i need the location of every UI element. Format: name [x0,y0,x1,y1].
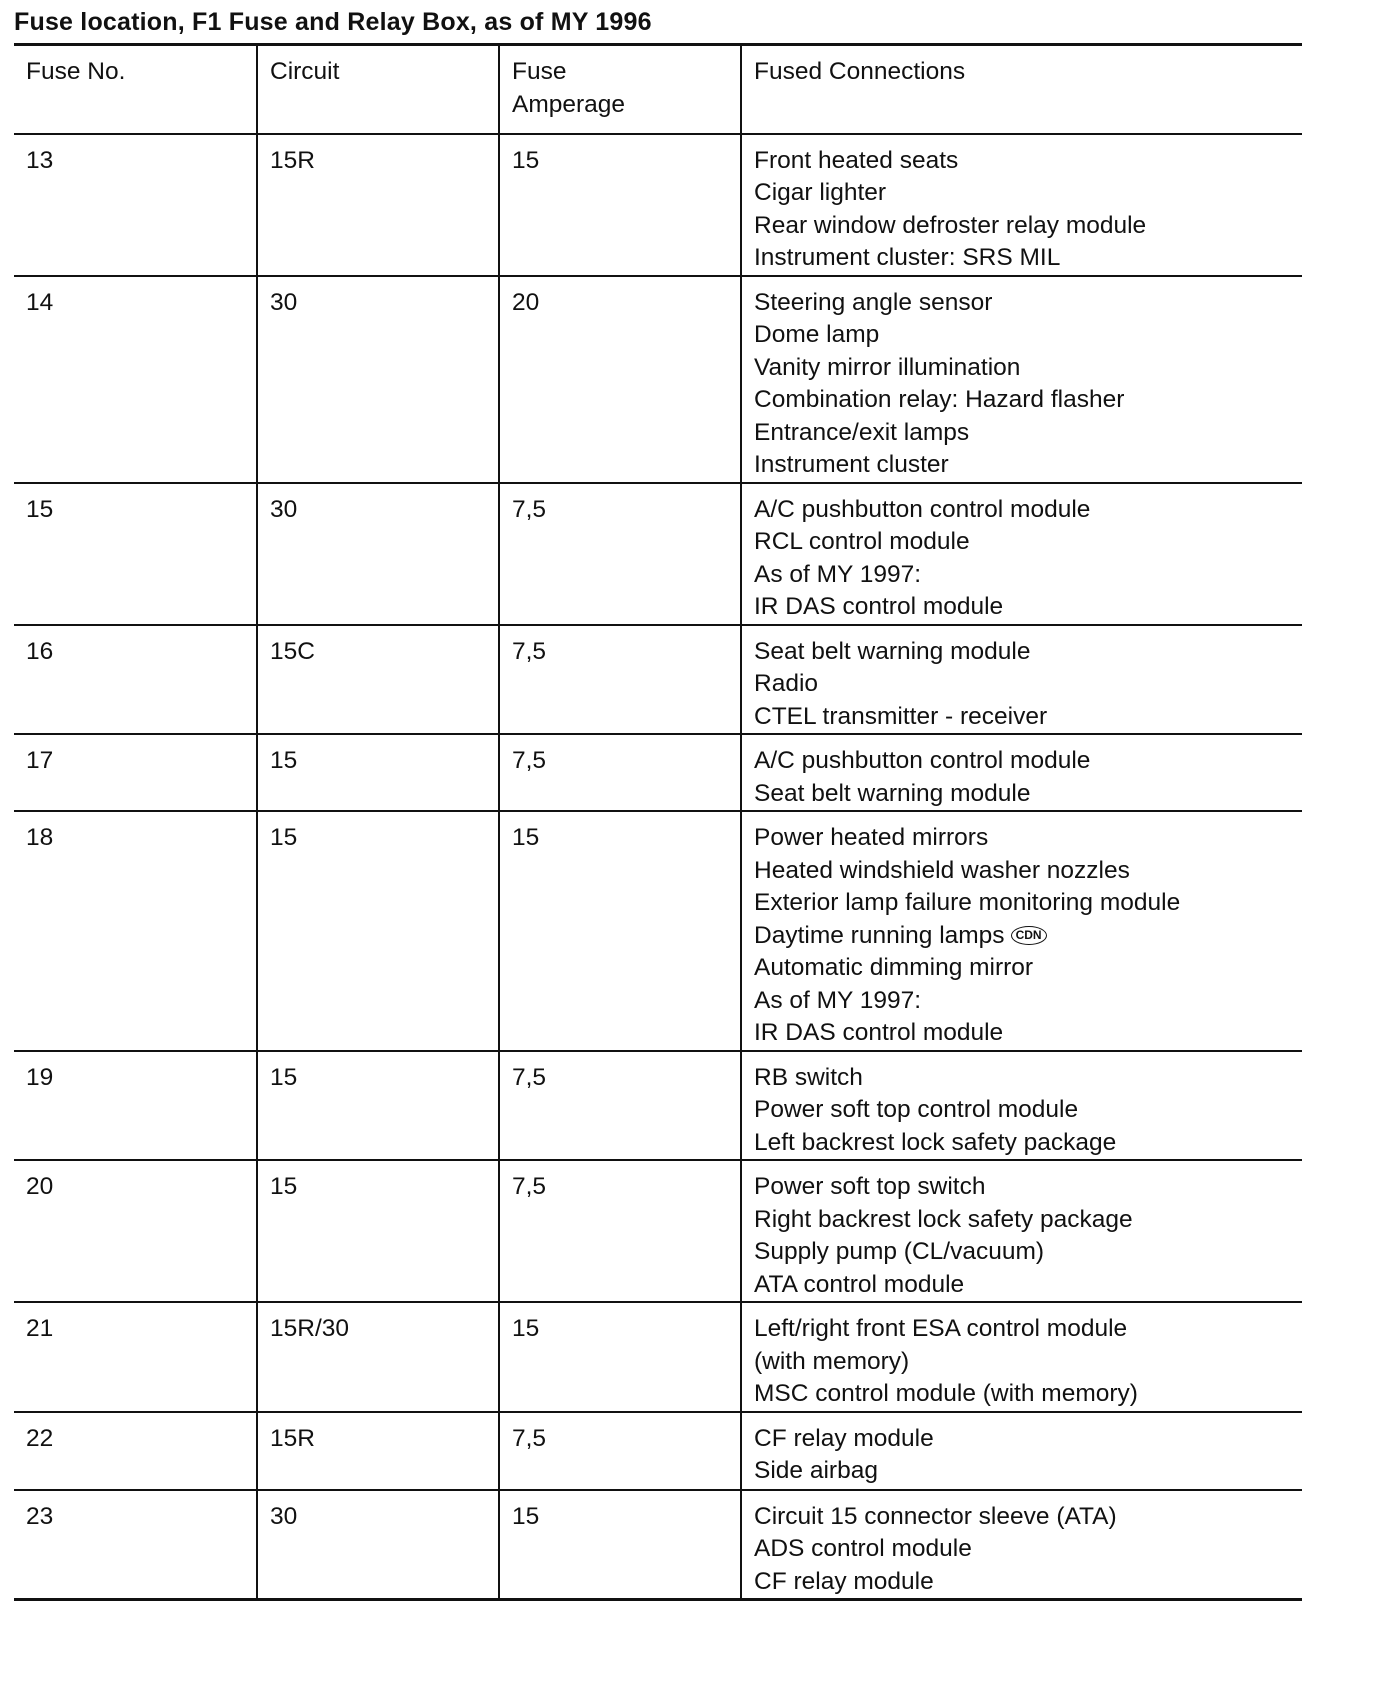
connection-text: Power soft top switch [754,1173,986,1200]
table-row [14,734,1302,811]
connections-cell [741,276,1302,483]
connections-cell [741,1412,1302,1490]
connection-item [754,1269,1302,1302]
fuse-number-cell: 23 [26,1502,54,1530]
connection-item [754,352,1302,385]
connection-text: Cigar lighter [754,179,887,206]
amperage-cell: 7,5 [499,1412,741,1490]
connection-text: IR DAS control module [754,593,1004,620]
connection-text: IR DAS control module [754,1019,1004,1046]
circuit-cell: 15C [257,625,499,735]
connection-text: Left/right front ESA control module [754,1315,1128,1342]
connections-cell [741,483,1302,625]
connections-cell [741,1490,1302,1600]
table-body [14,134,1302,1600]
connection-item [754,1346,1302,1379]
circuit-cell: 30 [257,483,499,625]
table-row [14,276,1302,483]
fuse-number-cell: 13 [26,146,54,174]
connection-item [754,449,1302,482]
connection-text: Rear window defroster relay module [754,211,1147,239]
connection-item [754,1455,1302,1488]
connection-item [754,242,1302,275]
connection-text: Dome lamp [754,321,880,348]
connection-item [754,494,1302,527]
connection-text: Supply pump (CL/vacuum) [754,1238,1045,1265]
connection-item [754,636,1302,669]
amperage-cell: 20 [499,276,741,483]
connection-item [754,319,1302,352]
connection-text: CF relay module [754,1567,934,1595]
connection-text: Automatic dimming mirror [754,954,1034,981]
connections-cell [741,734,1302,811]
circuit-cell: 30 [257,276,499,483]
connection-text: Side airbag [754,1457,878,1484]
connection-item [754,822,1302,855]
header-amperage-line: Amperage [512,90,626,118]
connection-item [754,1094,1302,1127]
connection-text: Seat belt warning module [754,779,1031,807]
page-title: Fuse location, F1 Fuse and Relay Box, as of MY 1996 [14,8,652,36]
header-connections: Fused Connections [741,45,1302,134]
amperage-cell: 7,5 [499,1051,741,1161]
connection-text: Instrument cluster: SRS MIL [754,244,1061,271]
header-amperage [499,45,741,134]
table-row [14,1302,1302,1412]
amperage-cell: 7,5 [499,483,741,625]
connection-item [754,591,1302,624]
connection-text: Circuit 15 connector sleeve (ATA) [754,1502,1117,1530]
amperage-cell: 7,5 [499,625,741,735]
fuse-number-cell: 19 [26,1063,54,1091]
table-row [14,811,1302,1051]
connection-text: Daytime running lamps [754,921,1005,949]
connections-cell [741,1160,1302,1302]
connection-item [754,287,1302,320]
connection-item [754,417,1302,450]
connection-text: A/C pushbutton control module [754,747,1091,774]
connection-text: Right backrest lock safety package [754,1205,1133,1233]
connection-text: (with memory) [754,1347,910,1375]
connections-cell [741,811,1302,1051]
connection-item [754,526,1302,559]
connection-item [754,778,1302,811]
connection-item [754,1236,1302,1269]
connection-item [754,1171,1302,1204]
connection-text: Power soft top control module [754,1096,1079,1123]
table-row [14,1160,1302,1302]
connection-text: Combination relay: Hazard flasher [754,386,1125,413]
header-row [14,45,1302,134]
connection-text: Instrument cluster [754,451,949,478]
amperage-cell: 7,5 [499,734,741,811]
fuse-number-cell: 22 [26,1424,54,1452]
connection-item [754,1423,1302,1456]
connection-text: Left backrest lock safety package [754,1128,1117,1156]
circuit-cell: 15 [257,811,499,1051]
connection-item [754,1378,1302,1411]
fuse-number-cell: 15 [26,495,54,523]
connections-cell [741,134,1302,276]
table-row [14,625,1302,735]
fuse-number-cell: 18 [26,824,54,851]
connection-item [754,920,1302,953]
connection-item [754,384,1302,417]
connection-text: CTEL transmitter - receiver [754,702,1048,730]
circuit-cell: 15R [257,134,499,276]
connection-item [754,1533,1302,1566]
connection-item [754,668,1302,701]
connection-text: Power heated mirrors [754,824,989,851]
connection-text: Vanity mirror illumination [754,353,1021,381]
table-row [14,483,1302,625]
connection-item [754,1313,1302,1346]
connection-item [754,1017,1302,1050]
amperage-cell: 15 [499,1302,741,1412]
connection-text: ATA control module [754,1270,965,1298]
connection-text: Entrance/exit lamps [754,418,970,446]
header-amperage-line: Fuse [512,58,567,85]
fuse-number-cell: 16 [26,637,54,665]
connection-item [754,952,1302,985]
connection-text: CF relay module [754,1424,934,1452]
connection-text: Steering angle sensor [754,288,993,316]
amperage-cell: 15 [499,1490,741,1600]
connection-item [754,1566,1302,1599]
connection-item [754,985,1302,1018]
connection-text: Radio [754,670,819,697]
connection-item [754,1062,1302,1095]
connections-cell [741,1051,1302,1161]
amperage-cell: 15 [499,811,741,1051]
connection-text: MSC control module (with memory) [754,1380,1138,1407]
connection-item [754,745,1302,778]
cdn-badge-icon: CDN [1011,926,1047,945]
connection-text: Exterior lamp failure monitoring module [754,889,1181,916]
table-row [14,134,1302,276]
connections-cell [741,625,1302,735]
connection-text: As of MY 1997: [754,560,922,588]
connection-item [754,145,1302,178]
connection-text: ADS control module [754,1535,972,1562]
connection-item [754,559,1302,592]
fuse-number-cell: 20 [26,1173,54,1200]
header-circuit: Circuit [257,45,499,134]
table-row [14,1412,1302,1490]
amperage-cell: 7,5 [499,1160,741,1302]
connection-item [754,210,1302,243]
connections-cell [741,1302,1302,1412]
fuse-number-cell: 17 [26,747,54,774]
table-header [14,45,1302,134]
circuit-cell: 30 [257,1490,499,1600]
table-row [14,1490,1302,1600]
connection-text: Seat belt warning module [754,637,1031,665]
connection-item [754,887,1302,920]
circuit-cell: 15 [257,1160,499,1302]
connection-item [754,855,1302,888]
connection-item [754,1501,1302,1534]
connection-text: Front heated seats [754,146,959,174]
circuit-cell: 15 [257,1051,499,1161]
connection-text: A/C pushbutton control module [754,495,1091,523]
circuit-cell: 15R/30 [257,1302,499,1412]
connection-text: Heated windshield washer nozzles [754,856,1130,884]
connection-text: RCL control module [754,528,970,555]
connection-item [754,1204,1302,1237]
fuse-number-cell: 21 [26,1315,54,1342]
connection-item [754,177,1302,210]
fuse-table [14,43,1302,1601]
table-row [14,1051,1302,1161]
fuse-number-cell: 14 [26,288,54,316]
amperage-cell: 15 [499,134,741,276]
circuit-cell: 15R [257,1412,499,1490]
header-fuse-no: Fuse No. [26,58,126,85]
connection-item [754,1127,1302,1160]
connection-text: As of MY 1997: [754,986,922,1014]
circuit-cell: 15 [257,734,499,811]
connection-item [754,701,1302,734]
connection-text: RB switch [754,1063,863,1091]
